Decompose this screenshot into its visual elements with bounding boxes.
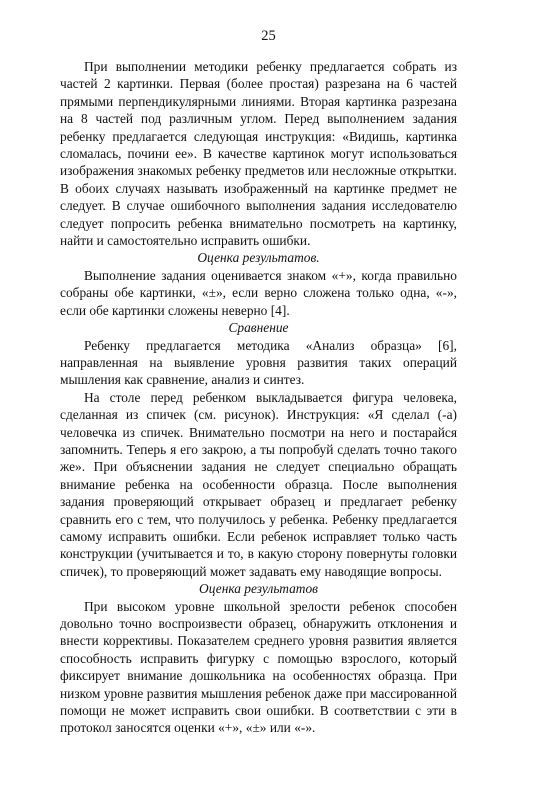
page-number: 25 [261, 28, 276, 44]
heading-comparison: Сравнение [228, 320, 289, 336]
heading-results-evaluation-1: Оценка результатов. [197, 250, 320, 266]
paragraph-matchstick-figure: На столе перед ребенком выкладывается фигура человека, сделанная из спичек (см. рисунок). Инструкция: «Я сделал (-а) человечка из спичек. Внимательно посмотри на него и постарайся запомнить. Теперь я его закрою, а ты попробуй сделать точно такого же». При объяснении задания не следует специально обращать внимание ребенка на особенности образца. После выполнения задания проверяющий открывает образец и предлагает ребенку сравнить его с тем, что получилось у ребенка. Ребенку предлагается самому исправить ошибки. Если ребенок исправляет только часть конструкции (учитывается и то, в какую сторону повернуты головки спичек), то проверяющий может задавать ему наводящие вопросы. [60, 389, 457, 579]
heading-results-evaluation-2: Оценка результатов [199, 581, 318, 597]
paragraph-scoring-levels: При высоком уровне школьной зрелости ребенок способен довольно точно воспроизвести образец, обнаружить отклонения и внести коррективы. Показателем среднего уровня развития является способность исправить фигурку с помощью взрослого, который фиксирует внимание дошкольника на особенностях образца. При низком уровне развития мышления ребенок даже при массированной помощи не может исправить свои ошибки. В соответствии с эти в протокол заносятся оценки «+», «±» или «-». [60, 598, 457, 736]
page-body [60, 58, 457, 737]
paragraph-instructions-pictures: При выполнении методики ребенку предлагается собрать из частей 2 картинки. Первая (более простая) разрезана на 6 частей прямыми перпендикулярными линиями. Вторая картинка разрезана на 8 частей под различным углом. Перед выполнением задания ребенку предлагается следующая инструкция: «Видишь, картинка сломалась, почини ее». В качестве картинок могут использоваться изображения знакомых ребенку предметов или несложные открытки. В обоих случаях называть изображенный на картинке предмет не следует. В случае ошибочного выполнения задания исследователю следует попросить ребенка внимательно посмотреть на картинку, найти и самостоятельно исправить ошибки. [60, 59, 457, 249]
paragraph-scoring-pictures: Выполнение задания оценивается знаком «+», когда правильно собраны обе картинки, «±», если верно сложена только одна, «-», если обе картинки сложены неверно [4]. [60, 267, 457, 318]
paragraph-sample-analysis-method: Ребенку предлагается методика «Анализ образца» [6], направленная на выявление уровня развития таких операций мышления как сравнение, анализ и синтез. [60, 337, 457, 388]
